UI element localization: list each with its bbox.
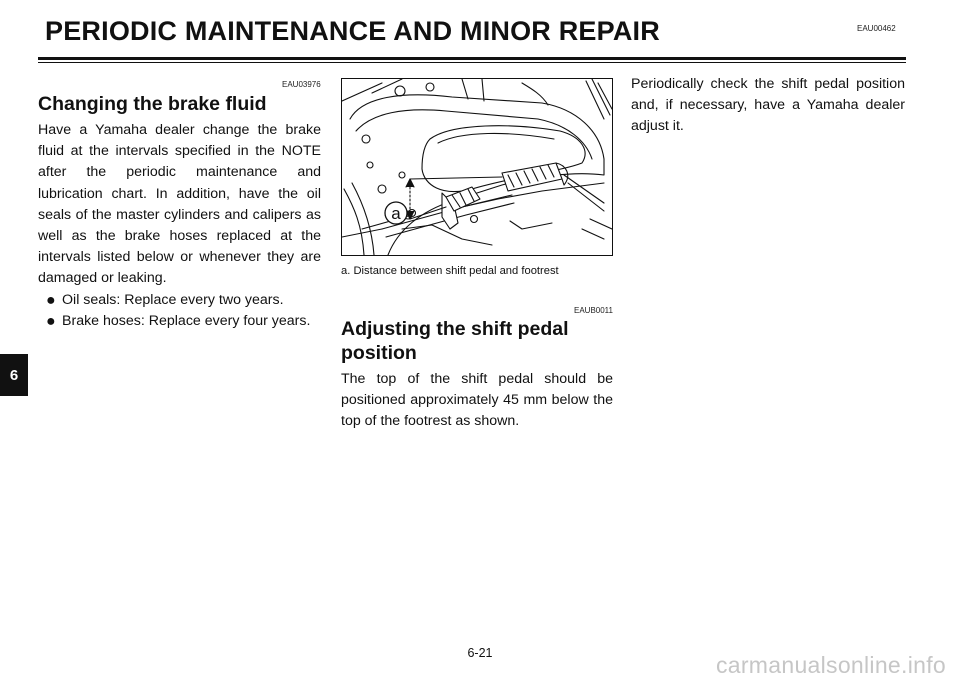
left-column xyxy=(38,92,321,332)
page-number: 6-21 xyxy=(467,646,493,660)
section-body: The top of the shift pedal should be positioned approximately 45 mm below the top of the footrest as shown. xyxy=(341,371,613,430)
chapter-tab: 6 xyxy=(0,354,28,396)
list-item: ● Brake hoses: Replace every four years. xyxy=(46,312,311,330)
section-code: EAUB0011 xyxy=(574,306,613,315)
bullet-icon: ● xyxy=(46,312,56,330)
header-rule-thick xyxy=(38,57,906,60)
section-body: Periodically check the shift pedal position and, if necessary, have a Yamaha dealer adjust it. xyxy=(631,76,905,135)
page-code: EAU00462 xyxy=(857,24,896,33)
figure-caption: a. Distance between shift pedal and footrest xyxy=(341,265,559,277)
section-heading: Changing the brake fluid xyxy=(38,93,267,115)
middle-column xyxy=(341,317,613,433)
bullet-icon: ● xyxy=(46,291,56,309)
right-column xyxy=(631,74,905,138)
shift-pedal-illustration xyxy=(341,78,613,256)
header-rule-thin xyxy=(38,62,906,63)
section-code: EAU03976 xyxy=(282,80,321,89)
watermark: carmanualsonline.info xyxy=(715,652,946,678)
figure-label-a: a xyxy=(391,204,401,223)
page-title: PERIODIC MAINTENANCE AND MINOR REPAIR xyxy=(45,16,660,46)
section-heading: Adjusting the shift pedal position xyxy=(341,318,569,364)
shift-pedal-drawing xyxy=(342,79,612,255)
section-body: Have a Yamaha dealer change the brake fluid at the intervals specified in the NOTE after the periodic maintenance and lubrication chart. In addition, have the oil seals of the master cylinders and calipers as well as the brake hoses replaced at the intervals listed below or whenever they are damaged or leaking. xyxy=(38,122,321,287)
bullet-list xyxy=(38,290,321,332)
list-item: ● Oil seals: Replace every two years. xyxy=(46,291,284,309)
